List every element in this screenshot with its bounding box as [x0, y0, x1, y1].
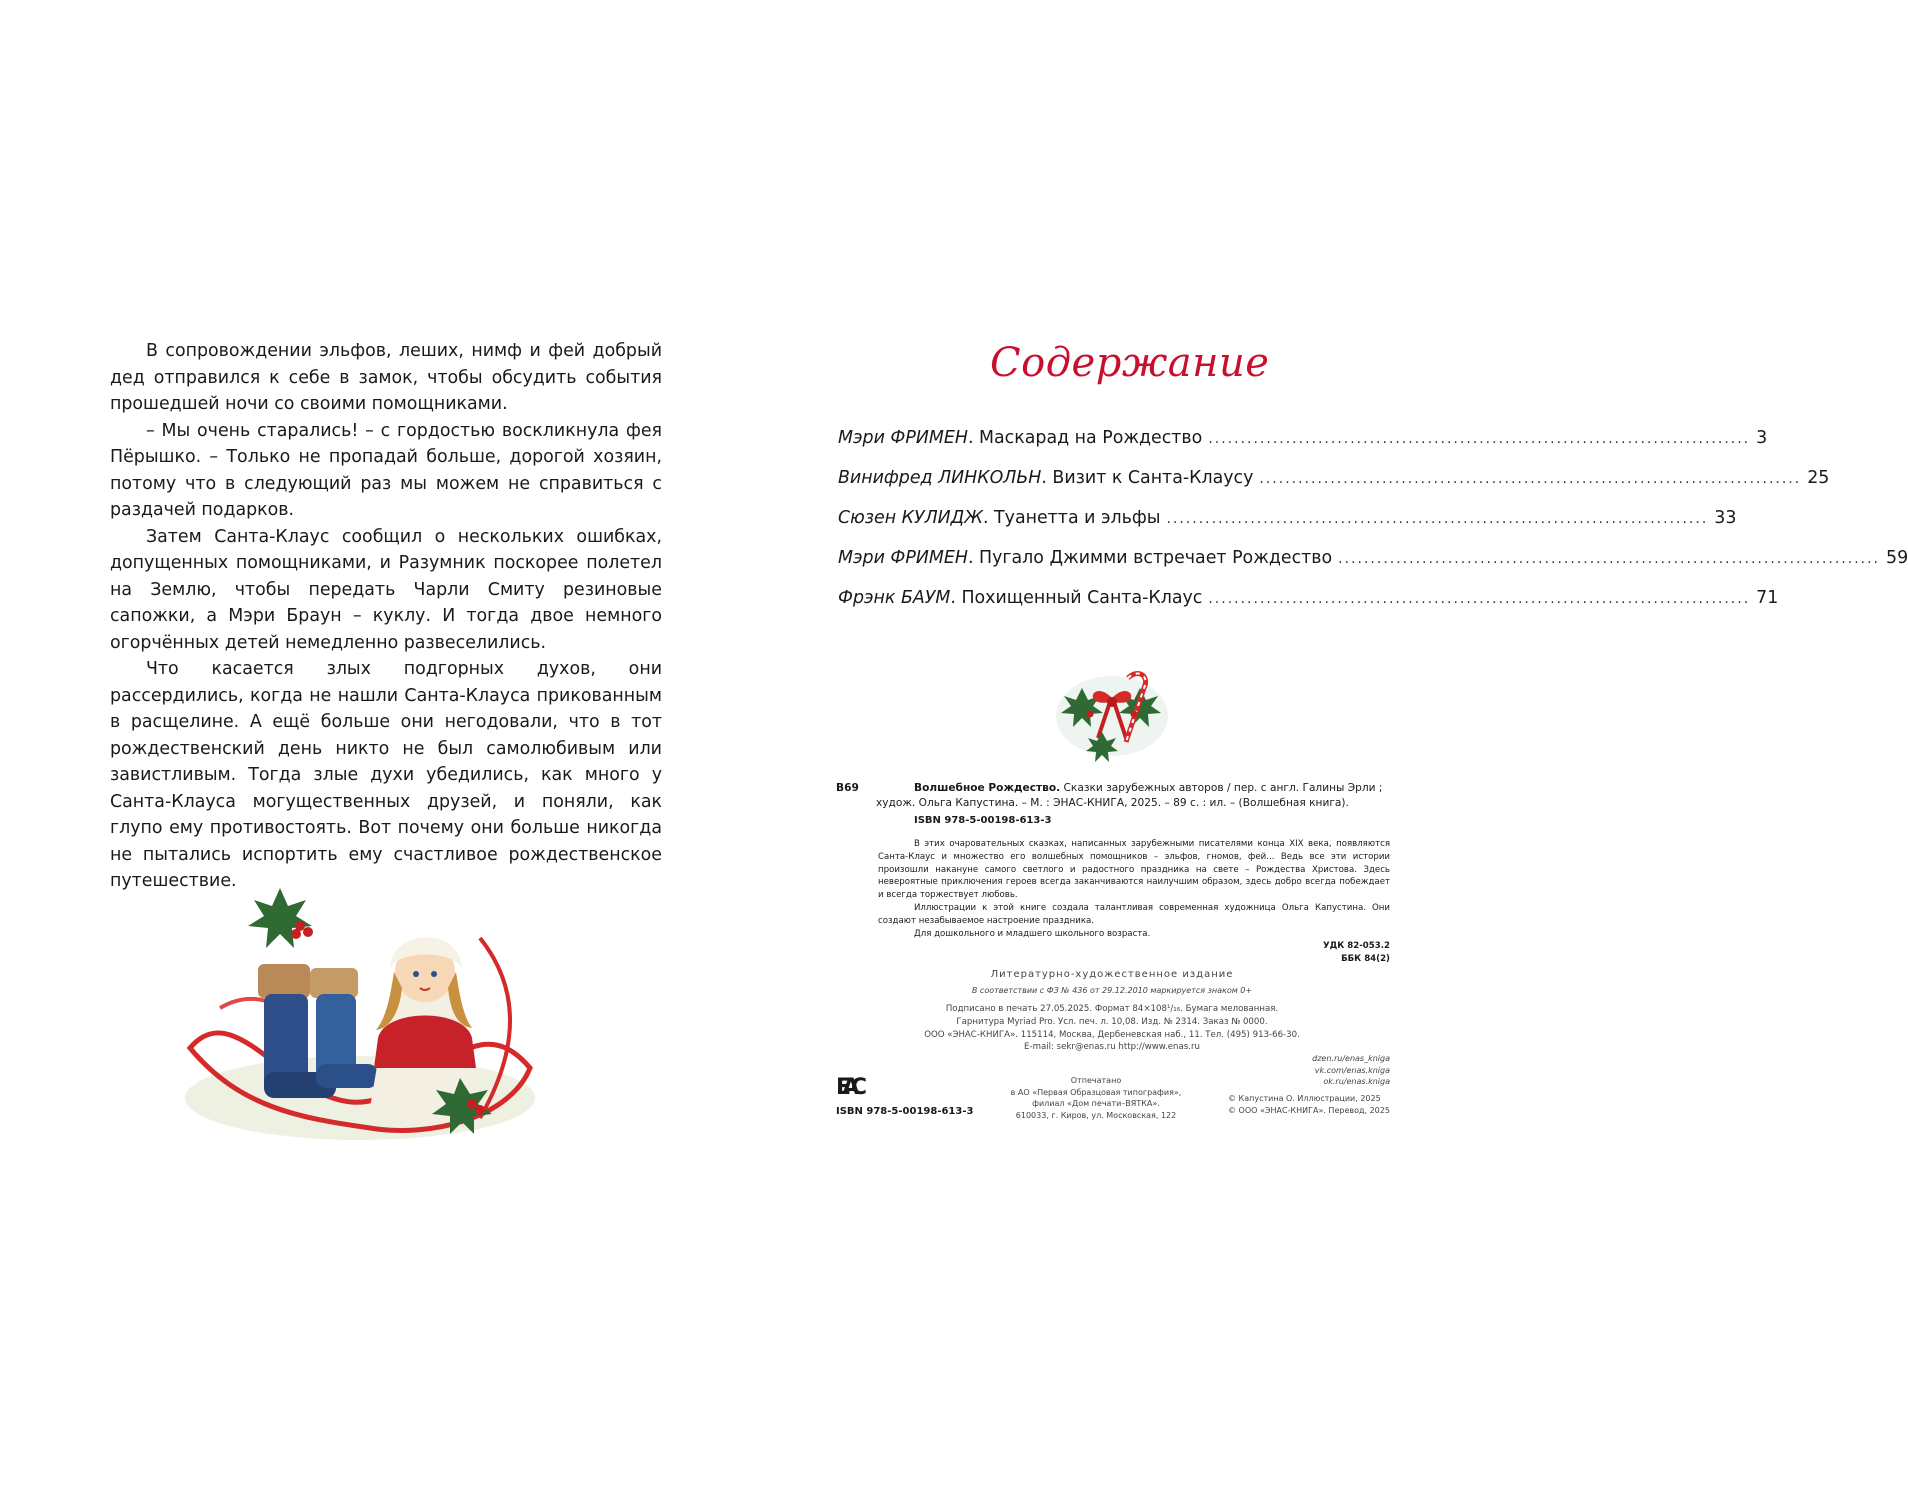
toc-story-title: . Туанетта и эльфы — [982, 508, 1161, 528]
toc-entry[interactable] — [838, 548, 1908, 588]
toc-page-number: 3 — [1756, 428, 1768, 448]
story-paragraph: Затем Санта-Клаус сообщил о нескольких ошибках, допущенных помощниками, и Разумник поскорее полетел на Землю, чтобы передать Чарли Смиту резиновые сапожки, а Мэри Браун – куклу. И тогда двое немного огорчённых детей немедленно развеселились. — [110, 526, 662, 653]
copyright-line: © Капустина О. Иллюстрации, 2025 — [1228, 1094, 1381, 1103]
toc-author: Сюзен КУЛИДЖ — [838, 508, 983, 528]
toc-leader-dots: .................................................................................... — [1338, 551, 1880, 567]
toc-leader-dots: .................................................................................... — [1208, 591, 1751, 607]
toc-leader-dots: .................................................................................... — [1208, 431, 1751, 447]
story-text — [110, 338, 662, 895]
age-recommendation: Для дошкольного и младшего школьного возраста. — [914, 929, 1151, 939]
toc-story-title: . Похищенный Санта-Клаус — [950, 588, 1203, 608]
toc-leader-dots: .................................................................................... — [1166, 511, 1709, 527]
printer-info — [976, 1075, 1216, 1121]
toc-author: Винифред ЛИНКОЛЬН — [838, 468, 1042, 488]
toc-author: Мэри ФРИМЕН — [838, 548, 968, 568]
toc-story-title: . Маскарад на Рождество — [967, 428, 1203, 448]
toc-page-number: 71 — [1756, 588, 1779, 608]
toc-story-title: . Визит к Санта-Клаусу — [1041, 468, 1254, 488]
toc-title: Содержание — [990, 340, 1270, 386]
toc-page-number: 25 — [1807, 468, 1830, 488]
copyright-block — [1228, 1093, 1398, 1116]
toc-page-number: 59 — [1886, 548, 1908, 568]
toc-page-number: 33 — [1714, 508, 1737, 528]
print-line: ООО «ЭНАС-КНИГА». 115114, Москва, Дербеневская наб., 11. Тел. (495) 913-66-30. — [924, 1029, 1300, 1040]
story-paragraph: – Мы очень старались! – с гордостью воскликнула фея Пёрышко. – Только не пропадай больше, дорогой хозяин, потому что в следующий раз мы можем не справиться с раздачей подарков. — [110, 420, 662, 520]
toc-leader-dots: .................................................................................... — [1259, 471, 1802, 487]
print-line: Подписано в печать 27.05.2025. Формат 84×108¹/₁₆. Бумага мелованная. — [945, 1004, 1279, 1014]
printer-line: 610033, г. Киров, ул. Московская, 122 — [1015, 1110, 1177, 1120]
social-link[interactable]: ok.ru/enas.kniga — [1323, 1077, 1390, 1086]
annotation-paragraph: Иллюстрации к этой книге создала талантливая современная художница Ольга Капустина. Они создают незабываемое настроение праздника. — [878, 903, 1390, 926]
boots-and-doll-illustration — [180, 868, 550, 1158]
udk-code: УДК 82-053.2 — [1322, 941, 1390, 951]
isbn: ISBN 978-5-00198-613-3 — [914, 815, 1052, 826]
age-law-note: В соответствии с ФЗ № 436 от 29.12.2010 маркируется знаком 0+ — [971, 986, 1253, 995]
holly-bow-emblem — [1052, 658, 1172, 758]
printer-line: филиал «Дом печати–ВЯТКА». — [1032, 1099, 1160, 1108]
left-page — [0, 0, 750, 1500]
print-details — [862, 1003, 1362, 1054]
book-title: Волшебное Рождество. — [914, 782, 1061, 794]
annotation-paragraph: В этих очаровательных сказках, написанных зарубежными писателями конца XIX века, появляются Санта-Клаус и множество его волшебных помощников – эльфов, гномов, фей... Ведь все эти истории произошли накануне самого светлого и радостного праздника на свете – Рождества Христова. Здесь невероятные приключения героев всегда заканчиваются наилучшим образом, здесь добро всегда побеждает и всегда торжествует любовь. — [878, 839, 1390, 901]
social-link[interactable]: dzen.ru/enas_kniga — [1312, 1054, 1390, 1063]
toc-entry[interactable] — [838, 508, 1737, 548]
print-line: E-mail: sekr@enas.ru http://www.enas.ru — [1024, 1042, 1200, 1053]
bbk-index: ББК 84(2) — [1341, 954, 1390, 964]
social-links — [1250, 1053, 1390, 1088]
bibliographic-line-1: Сказки зарубежных авторов / пер. с англ. Галины Эрли ; — [1060, 782, 1383, 794]
printer-line: Отпечатано — [1070, 1076, 1122, 1085]
eac-mark-text: EAC — [836, 1075, 867, 1100]
toc-author: Фрэнк БАУМ — [838, 588, 951, 608]
bibliographic-line-2: худож. Ольга Капустина. – М. : ЭНАС-КНИГА, 2025. – 89 с. : ил. – (Волшебная книга). — [876, 797, 1349, 809]
toc-entry[interactable] — [838, 428, 1768, 468]
print-line: Гарнитура Myriad Pro. Усл. печ. л. 10,08. Изд. № 2314. Заказ № 0000. — [956, 1016, 1268, 1027]
toc-entry[interactable] — [838, 468, 1830, 508]
toc-author: Мэри ФРИМЕН — [838, 428, 968, 448]
printer-line: в АО «Первая Образцовая типография», — [1010, 1087, 1182, 1097]
social-link[interactable]: vk.com/enas.kniga — [1314, 1065, 1390, 1075]
story-paragraph: В сопровождении эльфов, леших, нимф и фей добрый дед отправился к себе в замок, чтобы обсудить события прошедшей ночи со своими помощниками. — [110, 341, 662, 414]
copyright-line: © ООО «ЭНАС-КНИГА». Перевод, 2025 — [1228, 1105, 1390, 1115]
table-of-contents — [838, 428, 1908, 628]
bbk-code: В69 — [836, 782, 859, 794]
isbn-bottom: ISBN 978-5-00198-613-3 — [836, 1106, 974, 1117]
toc-entry[interactable] — [838, 588, 1779, 628]
eac-mark-icon — [836, 1072, 868, 1098]
edition-type: Литературно-художественное издание — [990, 969, 1234, 980]
bibliographic-record — [876, 781, 1394, 828]
toc-story-title: . Пугало Джимми встречает Рождество — [967, 548, 1333, 568]
story-paragraph: Что касается злых подгорных духов, они рассердились, когда не нашли Санта-Клауса прикованным в расщелине. А ещё больше они негодовали, что в тот рождественский день никто не был самолюбивым или завистливым. Тогда злые духи убедились, как много у Санта-Клауса могущественных друзей, и поняли, как глупо ему противостоять. Вот почему они больше никогда не пытались испортить ему счастливое рождественское путешествие. — [110, 659, 662, 891]
